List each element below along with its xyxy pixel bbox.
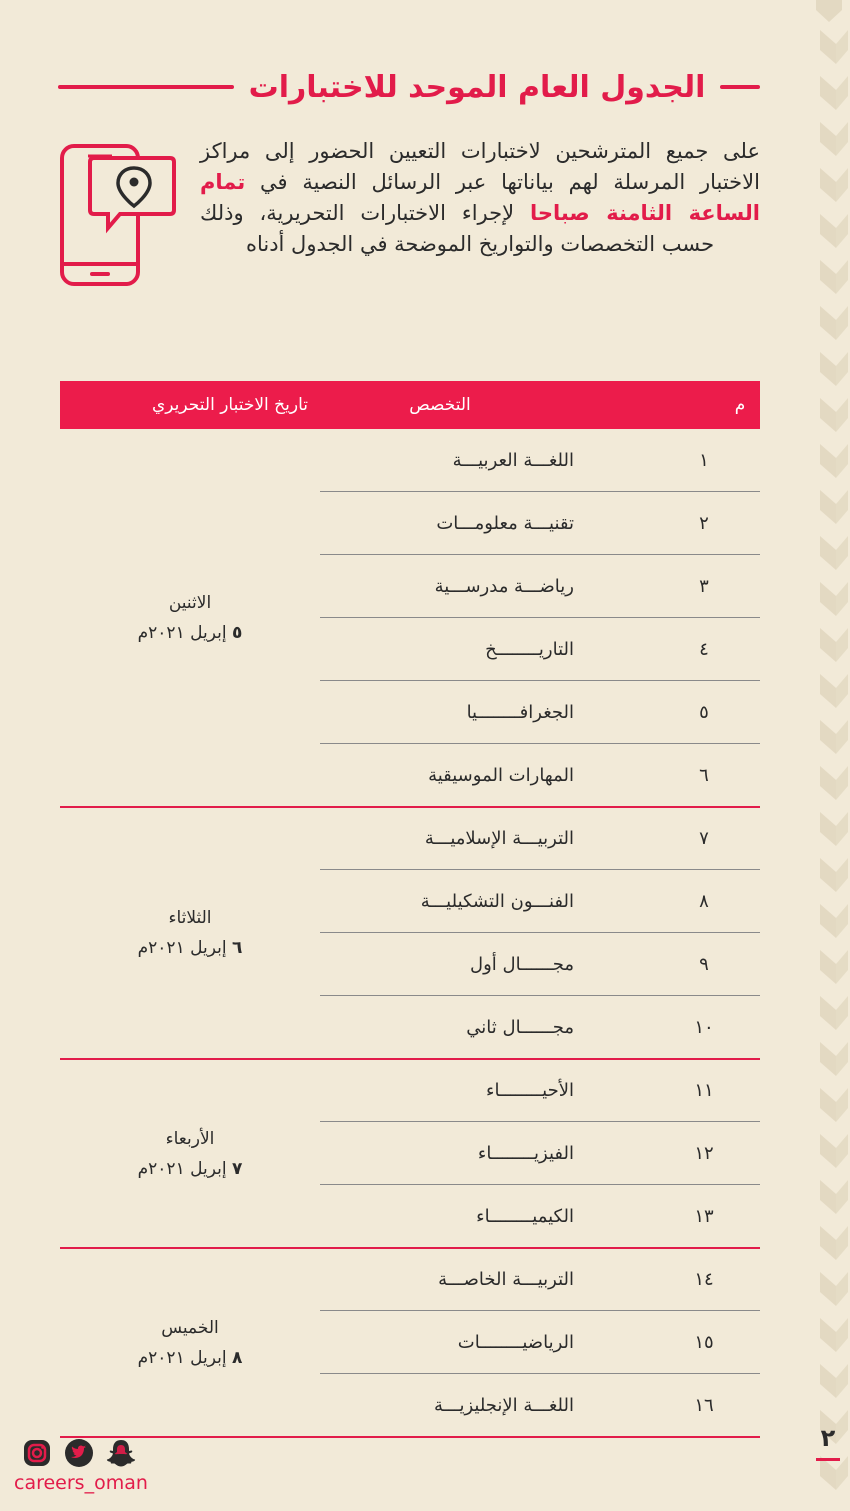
exam-day: الخميس bbox=[161, 1317, 219, 1338]
exam-full-date bbox=[60, 1343, 320, 1373]
page-number: ٢ bbox=[820, 1424, 836, 1452]
exam-day-number: ٥ bbox=[231, 623, 243, 643]
row-specialization: اللغـــة العربيـــة bbox=[452, 450, 574, 471]
exam-month-year: إبريل ٢٠٢١م bbox=[137, 1158, 227, 1179]
table-row bbox=[60, 492, 760, 555]
row-specialization: الأحيــــــــاء bbox=[486, 1080, 574, 1101]
chevron-border bbox=[816, 0, 850, 1511]
intro-text-after: لإجراء الاختبارات التحريرية، وذلك حسب التخصصات والتواريخ الموضحة في الجدول أدناه bbox=[200, 201, 715, 256]
row-number: ٢ bbox=[699, 513, 709, 534]
row-specialization: التربيـــة الخاصـــة bbox=[438, 1269, 574, 1290]
row-specialization: رياضـــة مدرســـية bbox=[434, 576, 574, 597]
table-row bbox=[60, 681, 760, 744]
exam-day-number: ٦ bbox=[231, 938, 243, 958]
row-specialization: الرياضيــــــــات bbox=[457, 1332, 574, 1353]
exam-date bbox=[60, 588, 320, 648]
snapchat-icon[interactable] bbox=[104, 1438, 138, 1468]
group-divider bbox=[60, 1436, 760, 1438]
exam-month-year: إبريل ٢٠٢١م bbox=[137, 1347, 227, 1368]
row-number: ٧ bbox=[699, 828, 709, 849]
table-row bbox=[60, 429, 760, 492]
title-row bbox=[58, 62, 760, 112]
intro-text-before: على جميع المترشحين لاختبارات التعيين الحضور إلى مراكز الاختبار المرسلة لهم بياناتها عبر الرسائل النصية في bbox=[200, 139, 760, 194]
table-header bbox=[60, 381, 760, 429]
exam-date bbox=[60, 1124, 320, 1184]
row-specialization: مجــــــال أول bbox=[470, 954, 574, 975]
exam-full-date bbox=[60, 1154, 320, 1184]
table-row bbox=[60, 807, 760, 870]
intro-paragraph bbox=[200, 136, 760, 260]
twitter-icon[interactable] bbox=[62, 1438, 96, 1468]
row-specialization: الفيزيــــــــاء bbox=[477, 1143, 574, 1164]
row-specialization: الجغرافــــــــيا bbox=[466, 702, 574, 723]
table-row bbox=[60, 1059, 760, 1122]
intro-highlight: تمام الساعة الثامنة صباحا bbox=[200, 170, 760, 225]
exam-month-year: إبريل ٢٠٢١م bbox=[137, 623, 227, 643]
row-specialization: تقنيـــة معلومـــات bbox=[436, 513, 574, 534]
table-row bbox=[60, 744, 760, 807]
exam-day-number: ٧ bbox=[231, 1158, 243, 1179]
row-specialization: الكيميــــــــاء bbox=[476, 1206, 574, 1227]
exam-full-date bbox=[60, 933, 320, 963]
exam-date bbox=[60, 1313, 320, 1373]
page-number-underline bbox=[816, 1458, 840, 1461]
row-specialization: مجــــــال ثاني bbox=[466, 1017, 574, 1038]
row-specialization: التربيـــة الإسلاميـــة bbox=[424, 828, 574, 849]
group-divider bbox=[60, 1247, 760, 1249]
header-specialization: التخصص bbox=[409, 395, 471, 415]
table-row bbox=[60, 1374, 760, 1437]
row-number: ١ bbox=[699, 450, 709, 471]
header-num: م bbox=[734, 395, 746, 415]
phone-location-icon bbox=[58, 142, 178, 288]
table-row bbox=[60, 1185, 760, 1248]
row-specialization: اللغـــة الإنجليزيـــة bbox=[433, 1395, 574, 1416]
title-divider-right bbox=[720, 85, 760, 89]
row-specialization: الفنـــون التشكيليـــة bbox=[420, 891, 574, 912]
instagram-icon[interactable] bbox=[20, 1438, 54, 1468]
exam-day: الاثنين bbox=[168, 593, 212, 613]
exam-date bbox=[60, 903, 320, 963]
page-title: الجدول العام الموحد للاختبارات bbox=[248, 69, 706, 105]
header-date: تاريخ الاختبار التحريري bbox=[151, 395, 308, 415]
row-number: ٥ bbox=[699, 702, 709, 723]
exam-month-year: إبريل ٢٠٢١م bbox=[137, 938, 227, 958]
table-row bbox=[60, 1248, 760, 1311]
row-number: ١٤ bbox=[694, 1269, 714, 1290]
row-number: ١٠ bbox=[694, 1017, 714, 1038]
row-number: ١٥ bbox=[694, 1332, 714, 1353]
title-divider-left bbox=[58, 85, 234, 89]
row-specialization: التاريــــــــخ bbox=[485, 639, 574, 660]
exam-day-number: ٨ bbox=[231, 1347, 243, 1368]
row-number: ٦ bbox=[699, 765, 709, 786]
row-number: ١٣ bbox=[694, 1206, 714, 1227]
row-number: ١٢ bbox=[694, 1143, 714, 1164]
table-row bbox=[60, 996, 760, 1059]
row-number: ٣ bbox=[699, 576, 709, 597]
row-specialization: المهارات الموسيقية bbox=[428, 765, 574, 786]
row-number: ٩ bbox=[699, 954, 709, 975]
row-number: ١١ bbox=[694, 1080, 714, 1101]
row-number: ١٦ bbox=[694, 1395, 714, 1416]
exam-day: الثلاثاء bbox=[168, 908, 212, 928]
social-handle[interactable]: careers_oman bbox=[14, 1472, 148, 1494]
group-divider bbox=[60, 1058, 760, 1060]
exam-full-date bbox=[60, 618, 320, 648]
row-number: ٤ bbox=[699, 639, 709, 660]
group-divider bbox=[60, 806, 760, 808]
exam-day: الأربعاء bbox=[165, 1128, 215, 1149]
row-number: ٨ bbox=[699, 891, 709, 912]
social-icons bbox=[20, 1438, 138, 1468]
